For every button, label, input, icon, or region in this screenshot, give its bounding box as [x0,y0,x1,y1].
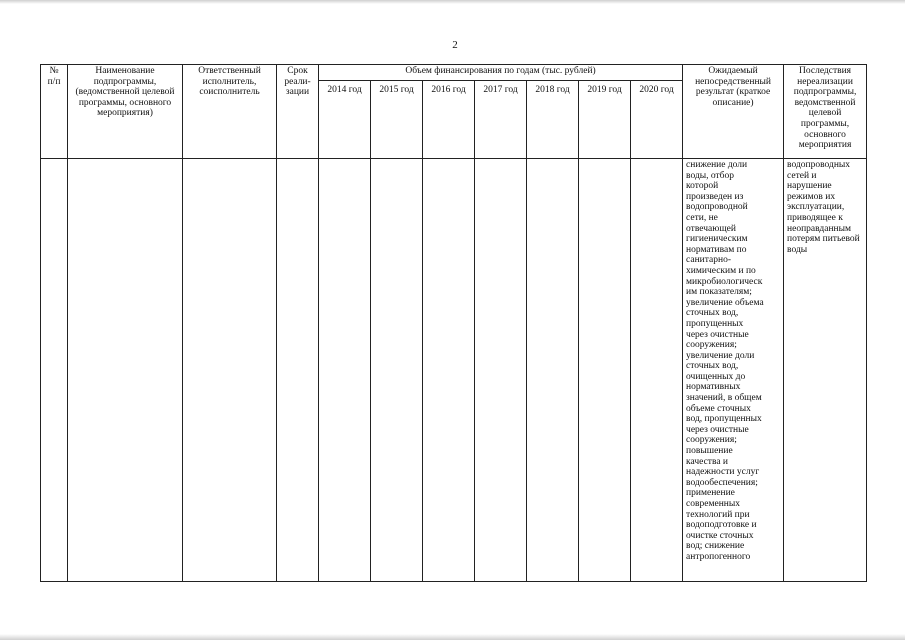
cell-2020 [631,159,683,582]
cell-responsible [183,159,277,582]
cell-2018 [527,159,579,582]
cell-num [41,159,68,582]
program-table [40,64,867,582]
page-number: 2 [452,39,458,51]
header-term: Срок реали-зации [277,65,319,159]
header-year-2019: 2019 год [579,81,631,159]
cell-2014 [319,159,371,582]
cell-expected [683,159,784,582]
cell-2015 [371,159,423,582]
expected-result-text: снижение доли воды, отбор которой произведен из водопроводной сети, не отвечающей гигиеническим нормативам по санитарно- химическим и по микробиологическ им показателям; увеличение объема сточных вод, пропущенных через очистные сооружения; увеличение доли сточных вод, очищенных до нормативных значений, в общем объеме сточных вод, пропущенных через очистные сооружения; повышение качества и надежности услуг водообеспечения; применение современных технологий при водоподготовке и очистке сточных вод; снижение антропогенного [686,160,764,562]
header-consequences: Последствия нереализации подпрограммы, ведомственной целевой программы, основного мероприятия [784,65,867,159]
cell-name [68,159,183,582]
table-row [41,159,867,582]
header-num: № п/п [41,65,68,159]
header-year-2014: 2014 год [319,81,371,159]
header-responsible: Ответственный исполнитель, соисполнитель [183,65,277,159]
cell-consequences [784,159,867,582]
scan-edge-bottom [0,634,905,640]
header-year-2015: 2015 год [371,81,423,159]
header-row [41,65,867,81]
scan-edge-top [0,0,905,4]
header-year-2016: 2016 год [423,81,475,159]
header-year-2018: 2018 год [527,81,579,159]
cell-2017 [475,159,527,582]
cell-2016 [423,159,475,582]
header-funding: Объем финансирования по годам (тыс. рублей) [319,65,683,81]
cell-2019 [579,159,631,582]
header-expected: Ожидаемый непосредственный результат (краткое описание) [683,65,784,159]
consequences-text: водопроводных сетей и нарушение режимов их эксплуатации, приводящее к неоправданным потерям питьевой воды [787,160,860,255]
header-year-2017: 2017 год [475,81,527,159]
cell-term [277,159,319,582]
header-name: Наименование подпрограммы, (ведомственной целевой программы, основного мероприятия) [68,65,183,159]
header-year-2020: 2020 год [631,81,683,159]
